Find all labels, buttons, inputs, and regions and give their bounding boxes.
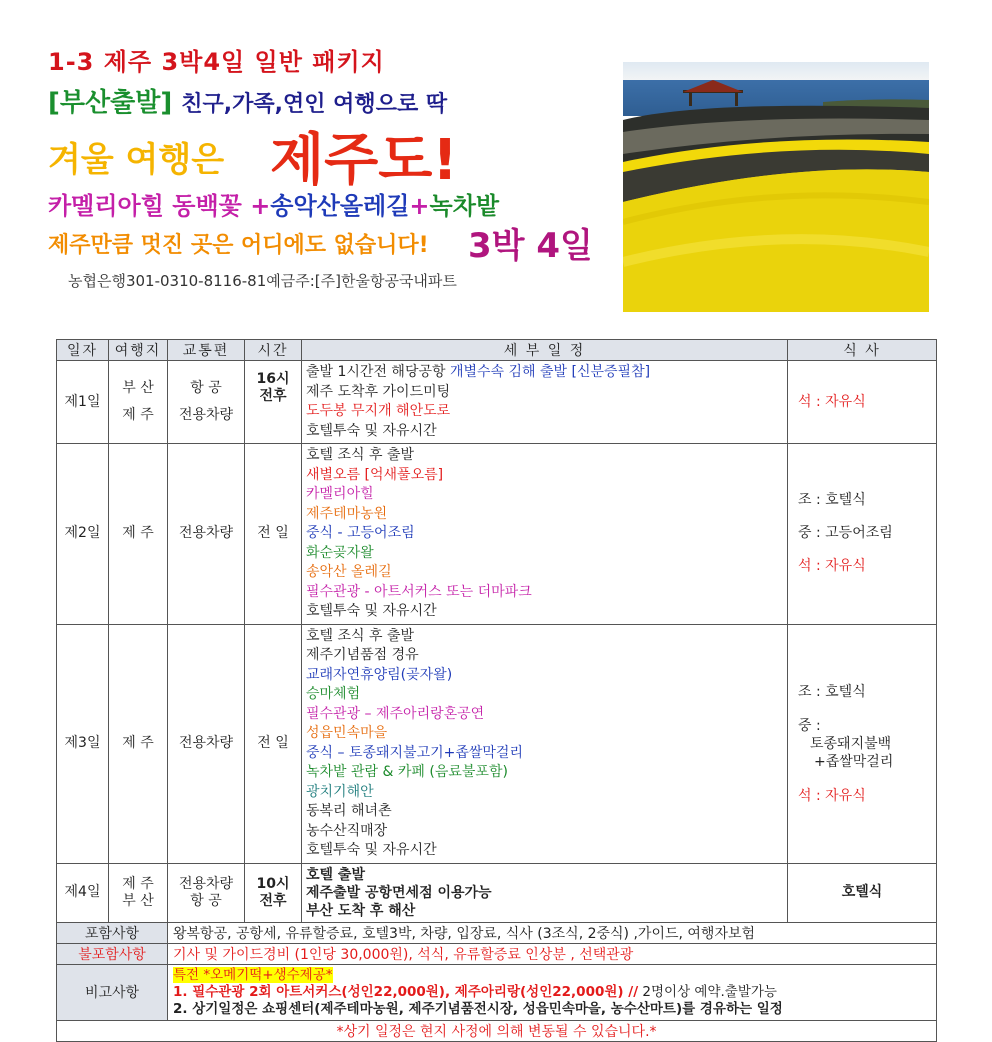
- remarks-line-2: 2. 상기일정은 쇼핑센터(제주테마농원, 제주기념품전시장, 성읍민속마을, 농수산마트)를 경유하는 일정: [173, 1000, 783, 1017]
- canola-field-image: [623, 62, 929, 312]
- meal-text: 조 : 호텔식: [798, 492, 866, 509]
- detail-line: 교래자연휴양림(곶자왈): [306, 666, 453, 683]
- meal-cell: [788, 361, 937, 444]
- detail-line: 호텔 출발: [306, 866, 365, 883]
- detail-line: 필수관광 – 제주아리랑혼공연: [306, 705, 485, 722]
- remarks-special-line: [173, 967, 931, 984]
- highlight-greentea: 녹차밭: [429, 192, 500, 220]
- excluded-label: 불포함사항: [57, 943, 168, 964]
- meal-text: 석 : 자유식: [798, 787, 866, 804]
- detail-line: 부산 도착 후 해산: [306, 902, 416, 919]
- table-row: [57, 361, 937, 444]
- place-text: 부 산: [122, 892, 154, 909]
- detail-line: 중식 - 고등어조림: [306, 525, 415, 541]
- place-cell: 제 주: [109, 444, 168, 625]
- transport-cell: 전용차량: [168, 444, 245, 625]
- place-cell: [109, 361, 168, 444]
- highlight-songaksan: 송악산올레길: [270, 192, 410, 220]
- transport-text: 항 공: [190, 380, 222, 396]
- included-label: 포함사항: [57, 922, 168, 943]
- itinerary-table: [56, 339, 937, 1042]
- detail-line: 새별오름 [억새풀오름]: [306, 466, 444, 483]
- remarks-label: 비고사항: [57, 964, 168, 1020]
- included-row: [57, 922, 937, 943]
- time-text: 10시: [256, 875, 290, 892]
- detail-line: 광치기해안: [306, 783, 374, 800]
- time-text: 전후: [259, 388, 287, 404]
- time-cell: 전 일: [245, 444, 302, 625]
- detail-line: 출발 1시간전 해당공항 개별수속 김해 출발 [신분증필참]: [306, 364, 651, 380]
- detail-line: 호텔투숙 및 자유시간: [306, 842, 437, 858]
- remarks-line-1: 1. 필수관광 2회 아트서커스(성인22,000원), 제주아리랑(성인22,000원) // 2명이상 예약.출발가능: [173, 983, 777, 1000]
- col-header-meals: 식 사: [788, 340, 937, 361]
- meal-text: +좁쌀막걸리: [814, 753, 894, 770]
- departure-label: [부산출발]: [48, 88, 173, 118]
- time-cell: 전 일: [245, 624, 302, 863]
- day-cell: 제3일: [57, 624, 109, 863]
- header: [0, 0, 992, 330]
- package-title: 1-3 제주 3박4일 일반 패키지: [48, 48, 385, 76]
- day-cell: 제2일: [57, 444, 109, 625]
- transport-text: 항 공: [190, 892, 222, 909]
- meal-cell: 호텔식: [788, 863, 937, 922]
- col-header-place: 여행지: [109, 340, 168, 361]
- place-cell: 제 주: [109, 624, 168, 863]
- special-offer: 특전 *오메기떡+생수제공*: [173, 966, 333, 983]
- remarks-value: [168, 964, 937, 1020]
- place-text: 제 주: [122, 407, 154, 423]
- detail-line: 호텔 조식 후 출발: [306, 627, 415, 644]
- col-header-transport: 교통편: [168, 340, 245, 361]
- day-cell: 제1일: [57, 361, 109, 444]
- jeju-text: 제주도!: [270, 128, 458, 193]
- detail-line: 호텔투숙 및 자유시간: [306, 603, 437, 619]
- footer-note: *상기 일정은 현지 사정에 의해 변동될 수 있습니다.*: [57, 1020, 937, 1041]
- meal-cell: [788, 624, 937, 863]
- subtitle: 친구,가족,연인 여행으로 딱: [181, 92, 448, 117]
- time-text: 16시: [256, 371, 290, 387]
- plus-sign: +: [250, 192, 271, 220]
- meal-text: 석 : 자유식: [798, 393, 866, 410]
- detail-line: 호텔 조식 후 출발: [306, 447, 415, 463]
- winter-text: 겨울 여행은: [48, 140, 225, 180]
- detail-line: 송악산 올레길: [306, 564, 392, 580]
- place-text: 부 산: [122, 380, 154, 396]
- detail-line: 동복리 해녀촌: [306, 803, 392, 819]
- meal-text: 토종돼지불백: [810, 735, 892, 752]
- meal-text: 조 : 호텔식: [798, 683, 866, 700]
- detail-line: 성읍민속마을: [306, 725, 388, 741]
- meal-text: 중 :: [798, 717, 821, 734]
- table-header-row: [57, 340, 937, 361]
- detail-line: 필수관광 - 아트서커스 또는 더마파크: [306, 583, 532, 600]
- time-cell: [245, 361, 302, 444]
- transport-cell: [168, 863, 245, 922]
- detail-line: 제주 도착후 가이드미팅: [306, 383, 451, 400]
- detail-line: 화순곶자왈: [306, 544, 374, 561]
- col-header-day: 일자: [57, 340, 109, 361]
- meal-text: 중 : 고등어조림: [798, 525, 893, 542]
- transport-text: 전용차량: [178, 407, 234, 423]
- detail-line: 중식 – 토종돼지불고기+좁쌀막걸리: [306, 744, 523, 761]
- place-text: 제 주: [122, 875, 154, 892]
- highlight-camellia: 카멜리아힐 동백꽃: [48, 192, 242, 220]
- detail-line: 녹차밭 관람 & 카페 (음료불포함): [306, 764, 508, 780]
- highlights-line: [48, 186, 499, 221]
- col-header-details: 세 부 일 정: [302, 340, 788, 361]
- remarks-row: [57, 964, 937, 1020]
- jeju-canola-photo: [623, 62, 929, 312]
- meal-text: 석 : 자유식: [798, 558, 866, 575]
- table-row: [57, 444, 937, 625]
- details-cell: [302, 361, 788, 444]
- included-value: 왕복항공, 공항세, 유류할증료, 호텔3박, 차량, 입장료, 식사 (3조식, 2중식) ,가이드, 여행자보험: [168, 922, 937, 943]
- duration: 3박 4일: [468, 226, 593, 266]
- meal-cell: [788, 444, 937, 625]
- transport-cell: 전용차량: [168, 624, 245, 863]
- time-text: 전후: [259, 892, 287, 909]
- excluded-row: [57, 943, 937, 964]
- detail-line: 제주기념품점 경유: [306, 647, 419, 663]
- detail-line: 농수산직매장: [306, 822, 388, 839]
- departure-line: [48, 82, 447, 119]
- transport-text: 전용차량: [178, 875, 234, 892]
- details-cell: [302, 863, 788, 922]
- details-cell: [302, 444, 788, 625]
- footer-note-row: [57, 1020, 937, 1041]
- table-row: [57, 863, 937, 922]
- detail-line: 호텔투숙 및 자유시간: [306, 422, 437, 439]
- slogan: 제주만큼 멋진 곳은 어디에도 없습니다!: [48, 233, 429, 258]
- place-cell: [109, 863, 168, 922]
- bank-account: 농협은행301-0310-8116-81예금주:[주]한울항공국내파트: [68, 272, 457, 290]
- day-cell: 제4일: [57, 863, 109, 922]
- col-header-time: 시간: [245, 340, 302, 361]
- detail-line: 도두봉 무지개 해안도로: [306, 403, 451, 419]
- table-row: [57, 624, 937, 863]
- detail-line: 제주테마농원: [306, 505, 388, 522]
- details-cell: [302, 624, 788, 863]
- plus-sign: +: [409, 192, 430, 220]
- transport-cell: [168, 361, 245, 444]
- detail-line: 제주출발 공항면세점 이용가능: [306, 884, 492, 901]
- detail-line: 승마체험: [306, 686, 361, 702]
- time-cell: [245, 863, 302, 922]
- excluded-value: 기사 및 가이드경비 (1인당 30,000원), 석식, 유류할증료 인상분 , 선택관광: [168, 943, 937, 964]
- detail-line: 카멜리아힐: [306, 486, 374, 502]
